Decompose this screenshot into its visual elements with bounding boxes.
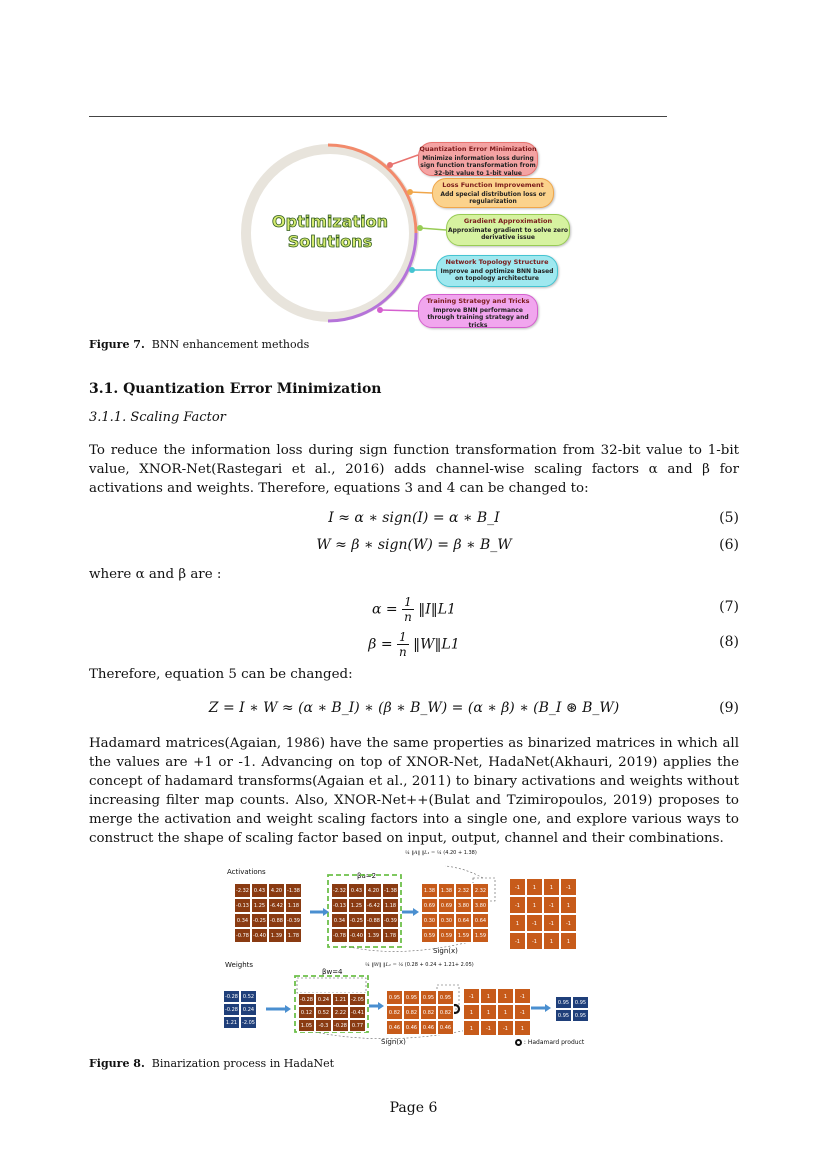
figure-8-caption-label: Figure 8. xyxy=(89,1057,145,1070)
weight-scaled-cell: 0.46 xyxy=(403,1020,420,1035)
activation-cell: 0.43 xyxy=(251,883,268,898)
activation-sign-cell: -1 xyxy=(543,896,560,914)
activation-scaled-cell: 0.30 xyxy=(421,913,438,928)
activation-sign-cell: 1 xyxy=(543,878,560,896)
figure-7-center-title xyxy=(260,212,400,252)
weight-cell: -0.28 xyxy=(332,1019,349,1032)
weight-cell: -0.3 xyxy=(315,1019,332,1032)
activation-scaled-input-cell: 0.43 xyxy=(348,883,365,898)
weight-output-cell: 0.95 xyxy=(555,996,572,1009)
fraction-1-over-n: $\frac{1}{n}$ xyxy=(398,630,407,659)
sign-label-a: Sign(x) xyxy=(433,947,458,955)
weight-output-cell: 0.95 xyxy=(555,1009,572,1022)
equation-9-body: Z = I ∗ W ≈ (α ∗ B_I) ∗ (β ∗ B_W) = (α ∗ β) ∗ (B_I ⊛ B_W) xyxy=(208,700,620,716)
equation-8-number: (8) xyxy=(719,634,739,650)
page-number: Page 6 xyxy=(389,1100,438,1116)
activation-cell: -0.78 xyxy=(234,928,251,943)
weight-scaled-cell: 0.95 xyxy=(386,990,403,1005)
activation-sign-cell: -1 xyxy=(526,932,543,950)
activation-scaled-input-cell: 4.20 xyxy=(365,883,382,898)
activation-cell: -0.13 xyxy=(234,898,251,913)
weight-output-cell: 0.95 xyxy=(572,996,589,1009)
weight-sign-cell: 1 xyxy=(463,1004,480,1020)
activation-cell: 0.34 xyxy=(234,913,251,928)
enhancement-item-desc: Minimize information loss during sign function transformation from 32-bit value to 1-bit value xyxy=(420,154,536,177)
activation-scaled-cell: 0.64 xyxy=(472,913,489,928)
activation-scaled-input-cell: 1.25 xyxy=(348,898,365,913)
weight-input-cell: -0.28 xyxy=(223,990,240,1003)
enhancement-item-desc: Improve and optimize BNN based on topology architecture xyxy=(440,267,554,282)
activation-cell: -0.25 xyxy=(251,913,268,928)
activation-scaled-cell: 1.59 xyxy=(472,928,489,943)
activation-scaled-cell: 0.30 xyxy=(438,913,455,928)
activation-cell: 1.25 xyxy=(251,898,268,913)
activation-scaled-input-cell: 1.39 xyxy=(365,928,382,943)
header-rule xyxy=(89,116,667,117)
equation-5-number: (5) xyxy=(719,510,739,526)
activation-scaled-input-cell: -2.32 xyxy=(331,883,348,898)
equation-5-body: I ≈ α ∗ sign(I) = α ∗ B_I xyxy=(328,510,500,526)
weight-scaled-cell: 0.95 xyxy=(403,990,420,1005)
activation-scaled-cell: 3.80 xyxy=(472,898,489,913)
formula-a-values: (4.20 + 1.38) xyxy=(443,850,477,856)
enhancement-item xyxy=(436,255,558,287)
activation-scaled-cell: 2.32 xyxy=(455,883,472,898)
activation-sign-cell: -1 xyxy=(526,914,543,932)
paragraph-1: To reduce the information loss during sign function transformation from 32-bit value to 1-bit value, XNOR-Net(Rastegari et al., 2016) adds channel-wise scaling factors α and β for activations and weights. Therefore, equations 3 and 4 can be changed to: xyxy=(89,443,739,496)
activation-scaled-cell: 0.59 xyxy=(421,928,438,943)
activation-scaled-cell: 0.69 xyxy=(438,898,455,913)
enhancement-item-title: Network Topology Structure xyxy=(445,258,549,266)
activation-sign-cell: 1 xyxy=(560,896,577,914)
weight-cell: 1.05 xyxy=(298,1019,315,1032)
figure-8-caption-text: Binarization process in HadaNet xyxy=(151,1057,335,1070)
weight-scaled-cell: 0.95 xyxy=(437,990,454,1005)
equation-8-lhs: β = xyxy=(368,636,393,653)
weight-scaled-cell: 0.82 xyxy=(403,1005,420,1020)
activation-sign-cell: -1 xyxy=(543,914,560,932)
equation-6-body: W ≈ β ∗ sign(W) = β ∗ B_W xyxy=(316,537,512,553)
weight-sign-cell: -1 xyxy=(514,1004,531,1020)
activation-cell: -0.40 xyxy=(251,928,268,943)
weight-scaled-cell: 0.82 xyxy=(420,1005,437,1020)
activation-cell: 4.20 xyxy=(268,883,285,898)
weight-scaled-cell: 0.82 xyxy=(437,1005,454,1020)
equation-8-body xyxy=(89,630,739,659)
enhancement-item-title: Quantization Error Minimization xyxy=(419,145,537,153)
subsection-title: 3.1.1. Scaling Factor xyxy=(89,410,226,425)
weight-cell: 0.77 xyxy=(349,1019,366,1032)
weight-scaled-cell: 0.82 xyxy=(386,1005,403,1020)
activation-cell: -0.88 xyxy=(268,913,285,928)
activation-scaled-cell: 3.80 xyxy=(455,898,472,913)
weight-sign-cell: 1 xyxy=(514,1020,531,1036)
weight-cell: 0.24 xyxy=(315,993,332,1006)
weight-input-cell: 0.24 xyxy=(240,1003,257,1016)
activation-scaled-cell: 0.59 xyxy=(438,928,455,943)
weight-sign-cell: 1 xyxy=(480,1004,497,1020)
activation-sign-cell: -1 xyxy=(560,878,577,896)
activation-sign-cell: 1 xyxy=(509,914,526,932)
weight-scaled-cell: 0.95 xyxy=(420,990,437,1005)
equation-7-lhs: α = xyxy=(372,601,398,618)
weight-cell: 2.22 xyxy=(332,1006,349,1019)
figure-7 xyxy=(240,130,570,335)
weight-cell: 0.12 xyxy=(298,1006,315,1019)
weight-cell: 0.52 xyxy=(315,1006,332,1019)
fraction-1-over-n: $\frac{1}{n}$ xyxy=(404,595,412,624)
activation-sign-cell: -1 xyxy=(560,914,577,932)
activations-label: Activations xyxy=(227,868,266,876)
weight-scaled-cell: 0.46 xyxy=(420,1020,437,1035)
paragraph-2: where α and β are : xyxy=(89,567,222,582)
enhancement-item-desc: Approximate gradient to solve zero derivative issue xyxy=(447,226,569,241)
figure-8 xyxy=(215,848,605,1053)
weight-input-cell: -0.28 xyxy=(223,1003,240,1016)
figure-7-caption-label: Figure 7. xyxy=(89,338,145,351)
figure-7-caption-text: BNN enhancement methods xyxy=(151,338,310,351)
weight-input-cell: 1.21 xyxy=(223,1016,240,1029)
equation-8 xyxy=(89,630,739,660)
equation-8-rhs: ‖W‖L1 xyxy=(413,636,460,653)
formula-a: ¼ ‖A‖ ‖L₁ = ¼ (4.20 + 1.38) xyxy=(405,850,477,856)
weight-scaled-cell: 0.46 xyxy=(386,1020,403,1035)
activation-sign-cell: -1 xyxy=(509,878,526,896)
activation-cell: -0.39 xyxy=(285,913,302,928)
activation-sign-cell: 1 xyxy=(543,932,560,950)
activation-scaled-input-cell: -0.25 xyxy=(348,913,365,928)
activation-scaled-input-cell: -0.78 xyxy=(331,928,348,943)
activation-scaled-input-cell: -0.40 xyxy=(348,928,365,943)
enhancement-item-title: Gradient Approximation xyxy=(463,217,553,225)
weight-output-cell: 0.95 xyxy=(572,1009,589,1022)
activation-cell: 1.18 xyxy=(285,898,302,913)
center-title-line2: Solutions xyxy=(287,232,373,251)
beta-a-label: βa=2 xyxy=(357,872,377,880)
formula-w: ¼ ‖W‖ ‖L₁ = ¼ (0.28 + 0.24 + 1.21+ 2.05) xyxy=(365,962,474,968)
weight-scaled-cell: 0.46 xyxy=(437,1020,454,1035)
equation-7-rhs: ‖I‖L1 xyxy=(418,601,456,618)
equation-7-number: (7) xyxy=(719,599,739,615)
activation-cell: 1.78 xyxy=(285,928,302,943)
enhancement-item xyxy=(432,178,554,208)
enhancement-item-desc: Improve BNN performance through training strategy and tricks xyxy=(427,306,529,329)
weight-sign-cell: 1 xyxy=(497,1004,514,1020)
figure-7-caption xyxy=(89,338,309,351)
enhancement-item-desc: Add special distribution loss or regularization xyxy=(440,190,546,205)
weight-sign-cell: -1 xyxy=(463,988,480,1004)
activation-sign-cell: 1 xyxy=(526,896,543,914)
weight-cell: 1.21 xyxy=(332,993,349,1006)
activation-scaled-cell: 1.59 xyxy=(455,928,472,943)
enhancement-item xyxy=(418,294,538,328)
activation-scaled-input-cell: -0.88 xyxy=(365,913,382,928)
enhancement-item-title: Training Strategy and Tricks xyxy=(426,297,530,305)
section-title: 3.1. Quantization Error Minimization xyxy=(89,381,382,397)
activation-scaled-input-cell: -0.13 xyxy=(331,898,348,913)
activation-scaled-input-cell: 1.18 xyxy=(382,898,399,913)
weight-cell: -0.41 xyxy=(349,1006,366,1019)
sign-label-w: Sign(x) xyxy=(381,1038,406,1046)
weight-cell: -2.05 xyxy=(349,993,366,1006)
activation-scaled-cell: 1.38 xyxy=(438,883,455,898)
center-title-line1: Optimization xyxy=(272,212,388,231)
weight-sign-cell: 1 xyxy=(497,988,514,1004)
activation-scaled-input-cell: -1.38 xyxy=(382,883,399,898)
equation-7 xyxy=(89,595,739,625)
weight-input-cell: 0.52 xyxy=(240,990,257,1003)
enhancement-item-title: Loss Function Improvement xyxy=(442,181,544,189)
enhancement-item xyxy=(418,142,538,176)
activation-sign-cell: 1 xyxy=(526,878,543,896)
hadamard-legend-text: : Hadamard product xyxy=(523,1039,585,1046)
paragraph-4: Hadamard matrices(Agaian, 1986) have the same properties as binarized matrices in which all the values are +1 or -1. Advancing on top of XNOR-Net, HadaNet(Akhauri, 2019) applies the concept of hadamard transforms(Agaian et al., 2011) to binary activations and weights without increasing filter map counts. Also, XNOR-Net++(Bulat and Tzimiropoulos, 2019) proposes to merge the activation and weight scaling factors into a single one, and explore various ways to construct the shape of scaling factor based on input, output, channel and their combinations. xyxy=(89,736,739,846)
activation-scaled-cell: 0.69 xyxy=(421,898,438,913)
enhancement-item xyxy=(446,214,570,246)
activation-sign-cell: -1 xyxy=(509,896,526,914)
activation-cell: 1.39 xyxy=(268,928,285,943)
activation-scaled-cell: 2.32 xyxy=(472,883,489,898)
activation-scaled-input-cell: -6.42 xyxy=(365,898,382,913)
activation-sign-cell: -1 xyxy=(509,932,526,950)
weight-sign-cell: -1 xyxy=(497,1020,514,1036)
activation-scaled-input-cell: 0.34 xyxy=(331,913,348,928)
weights-label: Weights xyxy=(225,961,254,969)
equation-6-number: (6) xyxy=(719,537,739,553)
beta-w-label: βw=4 xyxy=(322,968,343,976)
formula-w-values: (0.28 + 0.24 + 1.21+ 2.05) xyxy=(404,962,474,968)
weight-sign-cell: -1 xyxy=(514,988,531,1004)
activation-scaled-input-cell: -0.39 xyxy=(382,913,399,928)
weight-sign-cell: -1 xyxy=(480,1020,497,1036)
weight-sign-cell: 1 xyxy=(463,1020,480,1036)
activation-sign-cell: 1 xyxy=(560,932,577,950)
figure-8-caption xyxy=(89,1057,334,1070)
equation-9-number: (9) xyxy=(719,700,739,716)
equation-7-body xyxy=(89,595,739,624)
activation-cell: -2.32 xyxy=(234,883,251,898)
weight-sign-cell: 1 xyxy=(480,988,497,1004)
weight-cell: -0.28 xyxy=(298,993,315,1006)
paragraph-3: Therefore, equation 5 can be changed: xyxy=(89,667,353,682)
weight-input-cell: -2.05 xyxy=(240,1016,257,1029)
activation-scaled-cell: 1.38 xyxy=(421,883,438,898)
activation-cell: -6.42 xyxy=(268,898,285,913)
activation-cell: -1.38 xyxy=(285,883,302,898)
activation-scaled-cell: 0.64 xyxy=(455,913,472,928)
activation-scaled-input-cell: 1.78 xyxy=(382,928,399,943)
